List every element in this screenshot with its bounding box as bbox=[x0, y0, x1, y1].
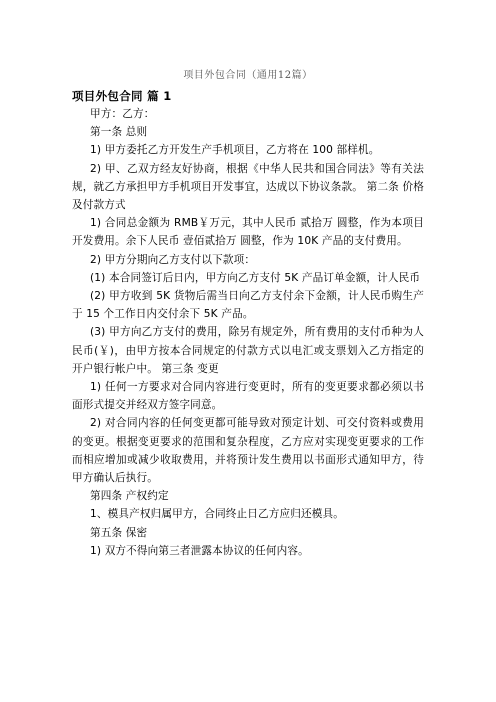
paragraph-article-1-title: 第一条 总则 bbox=[90, 126, 148, 139]
paragraph-1-2: 2) 甲、乙双方经友好协商，根据《中华人民共和国合同法》等有关法规，就乙方承担甲方手机项目开发事宜，达成以下协议条款。 第二条 价格及付款方式 bbox=[72, 162, 424, 212]
section-heading: 项目外包合同 篇 1 bbox=[72, 89, 172, 103]
paragraph-2-2-2: (2) 甲方收到 5K 货物后需当日向乙方支付余下金额，计人民币购生产于 15 个工作日内交付余下 5K 产品。 bbox=[72, 290, 424, 321]
document-title: 项目外包合同（通用12篇） bbox=[183, 70, 313, 81]
paragraph-article-4-title: 第四条 产权约定 bbox=[90, 490, 169, 503]
paragraph-2-2-1: (1) 本合同签订后日内，甲方向乙方支付 5K 产品订单金额，计人民币 bbox=[90, 271, 421, 284]
paragraph-article-5-title: 第五条 保密 bbox=[90, 526, 148, 539]
paragraph-3-2: 2) 对合同内容的任何变更都可能导致对预定计划、可交付资料或费用的变更。根据变更要求的范围和复杂程度，乙方应对实现变更要求的工作而相应增加或减少收取费用，并将预计发生费用以书面形式通知甲方，待甲方确认后执行。 bbox=[72, 417, 424, 485]
paragraph-2-2: 2) 甲方分期向乙方支付以下款项： bbox=[90, 253, 256, 266]
paragraph-1-1: 1) 甲方委托乙方开发生产手机项目，乙方将在 100 部样机。 bbox=[90, 144, 380, 157]
paragraph-parties: 甲方：乙方： bbox=[90, 108, 155, 120]
paragraph-5-1: 1) 双方不得向第三者泄露本协议的任何内容。 bbox=[90, 544, 309, 557]
paragraph-2-2-3: (3) 甲方向乙方支付的费用，除另有规定外，所有费用的支付币种为人民币(￥)，由甲方按本合同规定的付款方式以电汇或支票划入乙方指定的开户银行帐户中。 第三条 变更 bbox=[72, 326, 424, 375]
paragraph-2-1: 1) 合同总金额为 RMB￥万元，其中人民币 贰拾万 圆整，作为本项目开发费用。余下人民币 壹佰贰拾万 圆整，作为 10K 产品的支付费用。 bbox=[72, 217, 424, 248]
paragraph-4-1: 1、模具产权归属甲方，合同终止日乙方应归还模具。 bbox=[90, 508, 344, 521]
paragraph-3-1: 1) 任何一方要求对合同内容进行变更时，所有的变更要求都必须以书面形式提交并经双方签字同意。 bbox=[72, 381, 424, 412]
document-body bbox=[72, 88, 424, 560]
